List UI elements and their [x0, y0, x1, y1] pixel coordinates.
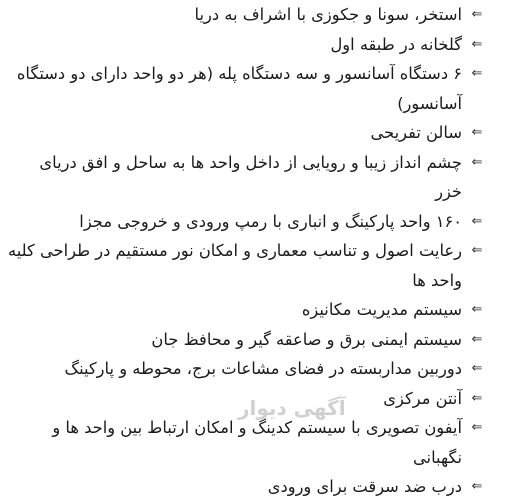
- list-item-text: رعایت اصول و تناسب معماری و امکان نور مستقیم در طراحی کلیه واحد ها: [8, 241, 462, 290]
- arrow-bullet-icon: ⇐: [471, 390, 483, 406]
- list-item: [8, 325, 486, 355]
- list-item: [8, 59, 486, 118]
- list-item-text: سالن تفریحی: [370, 123, 462, 142]
- list-item: [8, 354, 486, 384]
- list-item-text: استخر، سونا و جکوزی با اشراف به دریا: [194, 5, 462, 24]
- list-item-text: گلخانه در طبقه اول: [330, 34, 462, 54]
- arrow-bullet-icon: ⇐: [471, 331, 483, 347]
- list-item: [8, 148, 486, 207]
- list-item-text: سیستم ایمنی برق و صاعقه گیر و محافظ جان: [151, 329, 462, 349]
- list-item: [8, 118, 486, 148]
- arrow-bullet-icon: ⇐: [471, 125, 483, 140]
- list-item: [8, 207, 486, 237]
- watermark: آگهی دیوار: [238, 396, 346, 420]
- arrow-bullet-icon: ⇐: [471, 243, 483, 258]
- list-item: [8, 0, 486, 30]
- arrow-bullet-icon: ⇐: [471, 361, 483, 376]
- list-item-text: چشم انداز زیبا و رویایی از داخل واحد ها به ساحل و افق دریای خزر: [39, 152, 462, 201]
- list-item-text: سیستم مدیریت مکانیزه: [301, 300, 462, 319]
- list-item: [8, 236, 486, 295]
- arrow-bullet-icon: ⇐: [471, 154, 483, 170]
- arrow-bullet-icon: ⇐: [471, 36, 483, 52]
- list-item-text: آنتن مرکزی: [383, 388, 462, 408]
- list-item: [8, 413, 486, 472]
- feature-list: [8, 0, 486, 502]
- arrow-bullet-icon: ⇐: [471, 479, 483, 494]
- list-item-text: درب ضد سرقت برای ورودی: [267, 477, 462, 496]
- list-item-text: ۶ دستگاه آسانسور و سه دستگاه پله (هر دو واحد دارای دو دستگاه آسانسور): [16, 64, 462, 113]
- arrow-bullet-icon: ⇐: [471, 7, 483, 22]
- arrow-bullet-icon: ⇐: [471, 213, 483, 229]
- list-item: [8, 472, 486, 502]
- list-item: [8, 384, 486, 414]
- list-item: [8, 30, 486, 60]
- arrow-bullet-icon: ⇐: [471, 302, 483, 317]
- list-item-text: ۱۶۰ واحد پارکینگ و انباری با رمپ ورودی و خروجی مجزا: [79, 211, 462, 231]
- list-item-text: دوربین مداربسته در فضای مشاعات برج، محوطه و پارکینگ: [64, 359, 462, 378]
- arrow-bullet-icon: ⇐: [471, 420, 483, 435]
- list-item-text: آیفون تصویری با سیستم کدینگ و امکان ارتباط بین واحد ها و نگهبانی: [52, 418, 462, 467]
- arrow-bullet-icon: ⇐: [471, 66, 483, 81]
- list-item: [8, 295, 486, 325]
